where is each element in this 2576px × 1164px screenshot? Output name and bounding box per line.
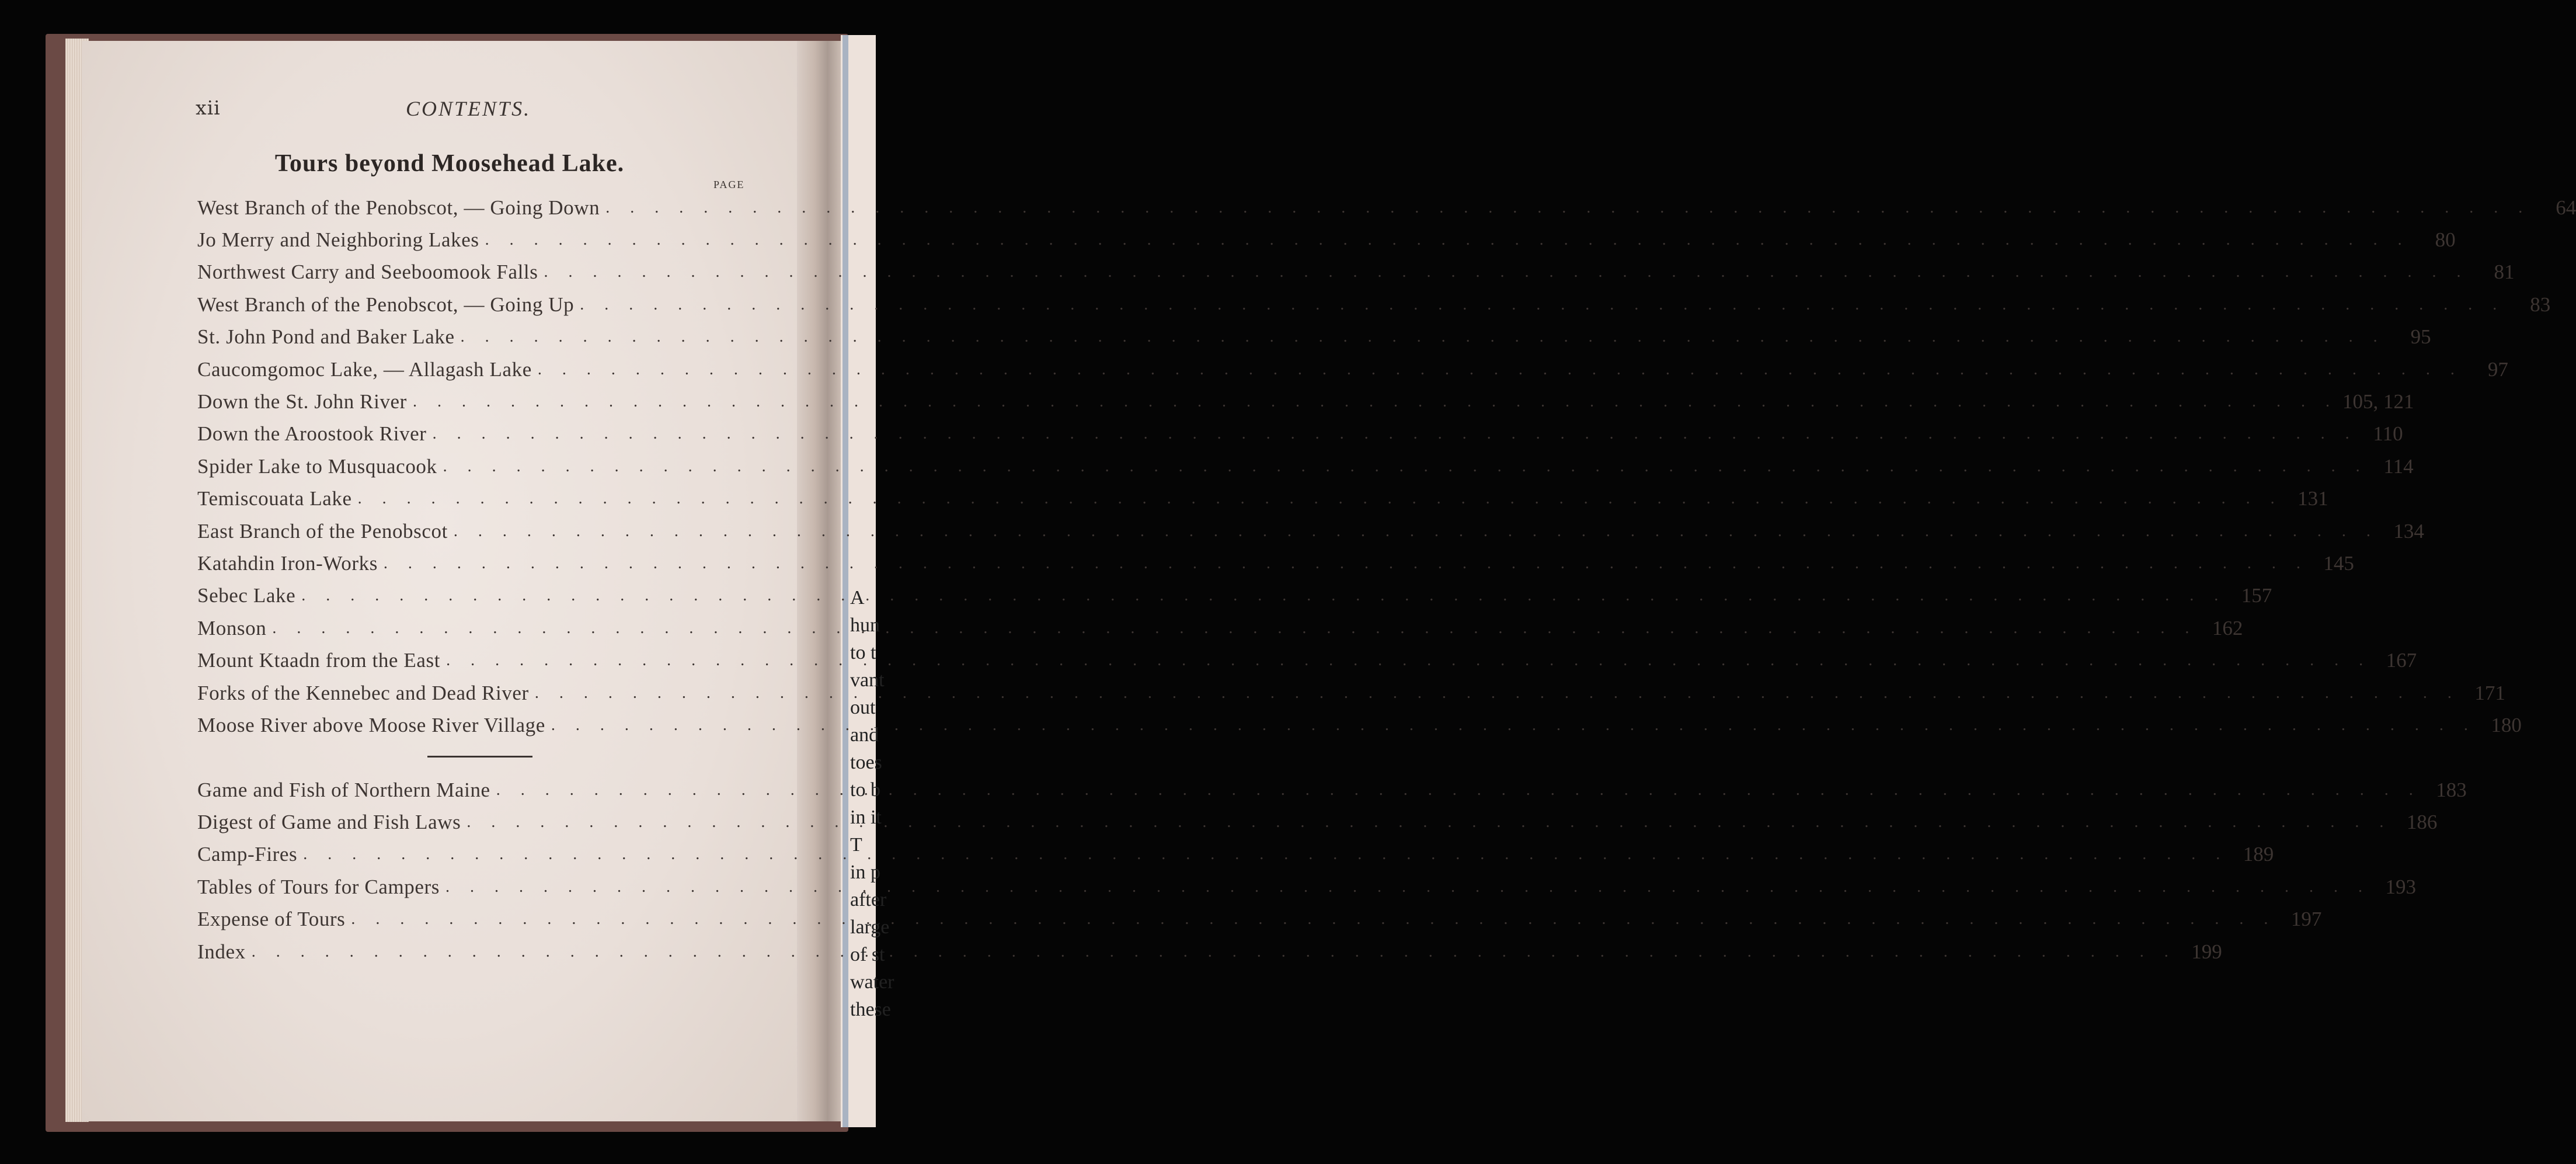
toc-entry-page: 189 (2243, 843, 2274, 866)
toc-entry-page: 197 (2290, 908, 2322, 931)
facing-page-line: large (850, 916, 890, 938)
toc-entry-page: 167 (2386, 649, 2417, 672)
dot-leader (384, 554, 2309, 573)
dot-leader (433, 425, 2358, 443)
toc-entry-page: 97 (2487, 357, 2508, 381)
dot-leader (535, 684, 2460, 703)
dot-leader (496, 781, 2421, 800)
facing-page-line: A (850, 587, 865, 609)
facing-page-line: water (850, 971, 894, 993)
dot-leader (467, 813, 2391, 832)
dot-leader (272, 619, 2197, 638)
toc-entry-title: Game and Fish of Northern Maine (197, 778, 490, 801)
toc-entry-title: West Branch of the Penobscot, — Going Up (197, 293, 575, 316)
toc-entry-title: Temiscouata Lake (197, 487, 352, 510)
facing-page-line: these (850, 999, 891, 1020)
facing-page-line: to t (850, 642, 876, 663)
dot-leader (358, 489, 2283, 508)
dot-leader (580, 296, 2505, 314)
toc-entry-title: Down the Aroostook River (197, 422, 427, 446)
toc-entry-title: Spider Lake to Musquacook (197, 454, 437, 478)
facing-page-line: T (850, 834, 862, 856)
toc-entry-page: 105, 121 (2342, 390, 2414, 414)
section-divider (427, 756, 532, 758)
facing-page-line: to b (850, 779, 880, 801)
toc-entry-page: 180 (2491, 713, 2522, 736)
toc-entry-title: St. John Pond and Baker Lake (197, 325, 455, 349)
dot-leader (461, 328, 2386, 346)
toc-entry-page: 114 (2383, 454, 2414, 478)
toc-entry (197, 256, 2515, 289)
toc-entry-page: 145 (2323, 551, 2354, 575)
toc-entry-page: 80 (2435, 228, 2456, 252)
toc-entry (197, 483, 2328, 515)
toc-entry-title: Forks of the Kennebec and Dead River (197, 681, 529, 704)
running-title: CONTENTS. (406, 97, 531, 120)
dot-leader (538, 360, 2463, 379)
toc-entry-title: Sebec Lake (197, 584, 296, 607)
dot-leader (351, 910, 2276, 929)
toc-entry-title: Katahdin Iron-Works (197, 551, 378, 575)
dot-leader (303, 845, 2228, 864)
toc-entry (197, 547, 2354, 579)
toc-entry-page: 193 (2385, 875, 2417, 898)
toc-entry-page: 64 (2556, 196, 2576, 219)
toc-entry-title: Jo Merry and Neighboring Lakes (197, 228, 479, 252)
toc-entry-title: Index (197, 940, 246, 963)
facing-page-line: hun (850, 614, 880, 636)
dot-leader (454, 522, 2379, 541)
facing-page-line: and (850, 724, 879, 746)
dot-leader (544, 263, 2469, 282)
toc-entry-page: 131 (2297, 487, 2328, 510)
toc-entry-page: 199 (2191, 940, 2222, 963)
toc-entry-title: Moose River above Moose River Village (197, 713, 545, 736)
toc-entry-page: 110 (2373, 422, 2403, 446)
dot-leader (551, 716, 2476, 735)
dot-leader (413, 392, 2338, 411)
toc-entry-page: 134 (2393, 519, 2424, 543)
dot-leader (605, 199, 2530, 217)
dot-leader (445, 878, 2370, 897)
toc-entry-title: Down the St. John River (197, 390, 407, 414)
facing-page-line: in it (850, 807, 882, 828)
toc-entry-title: East Branch of the Penobscot (197, 519, 448, 543)
toc-entry (197, 580, 2272, 612)
toc-entry (197, 224, 2456, 256)
toc-entry-page: 183 (2436, 778, 2467, 801)
toc-entry-title: Tables of Tours for Campers (197, 875, 440, 898)
section-title: Tours beyond Moosehead Lake. (274, 150, 625, 177)
toc-entry (197, 353, 2508, 385)
dot-leader (252, 943, 2177, 961)
facing-page-line: out (850, 697, 876, 718)
toc-entry (197, 450, 2414, 482)
dot-leader (301, 586, 2226, 605)
dot-leader (485, 231, 2410, 249)
toc-entry (197, 839, 2274, 871)
toc-entry-page: 95 (2410, 325, 2431, 349)
toc-entry (197, 289, 2551, 321)
facing-page-line: of st (850, 944, 885, 965)
toc-entry (197, 321, 2431, 353)
toc-entry-title: Digest of Game and Fish Laws (197, 811, 461, 834)
toc-entry (197, 385, 2414, 418)
toc-entry (197, 418, 2403, 450)
toc-entry-title: Mount Ktaadn from the East (197, 649, 441, 672)
facing-page-line: in p (850, 861, 880, 883)
toc-entry-title: Caucomgomoc Lake, — Allagash Lake (197, 357, 532, 381)
toc-entry (197, 515, 2424, 547)
dot-leader (443, 457, 2368, 476)
toc-entry-title: Northwest Carry and Seeboomook Falls (197, 260, 538, 284)
facing-page-line: after (850, 889, 887, 911)
toc-entry (197, 192, 2576, 224)
toc-entry-page: 83 (2530, 293, 2551, 316)
page-column-label: PAGE (713, 179, 745, 190)
toc-entry-page: 81 (2494, 260, 2515, 284)
facing-page-line: toes (850, 752, 882, 773)
toc-entry-title: Expense of Tours (197, 908, 346, 931)
toc-entry-page: 162 (2212, 616, 2243, 640)
toc-entry-title: West Branch of the Penobscot, — Going Down (197, 196, 600, 219)
toc-entry-title: Monson (197, 616, 267, 640)
toc-entry-page: 157 (2241, 584, 2272, 607)
facing-page-line: vant (850, 669, 885, 691)
dot-leader (446, 651, 2371, 670)
toc-entry-page: 186 (2406, 811, 2438, 834)
toc-entry-title: Camp-Fires (197, 843, 298, 866)
toc-entry-page: 171 (2474, 681, 2505, 704)
folio: xii (196, 96, 221, 119)
page-header (196, 96, 779, 126)
